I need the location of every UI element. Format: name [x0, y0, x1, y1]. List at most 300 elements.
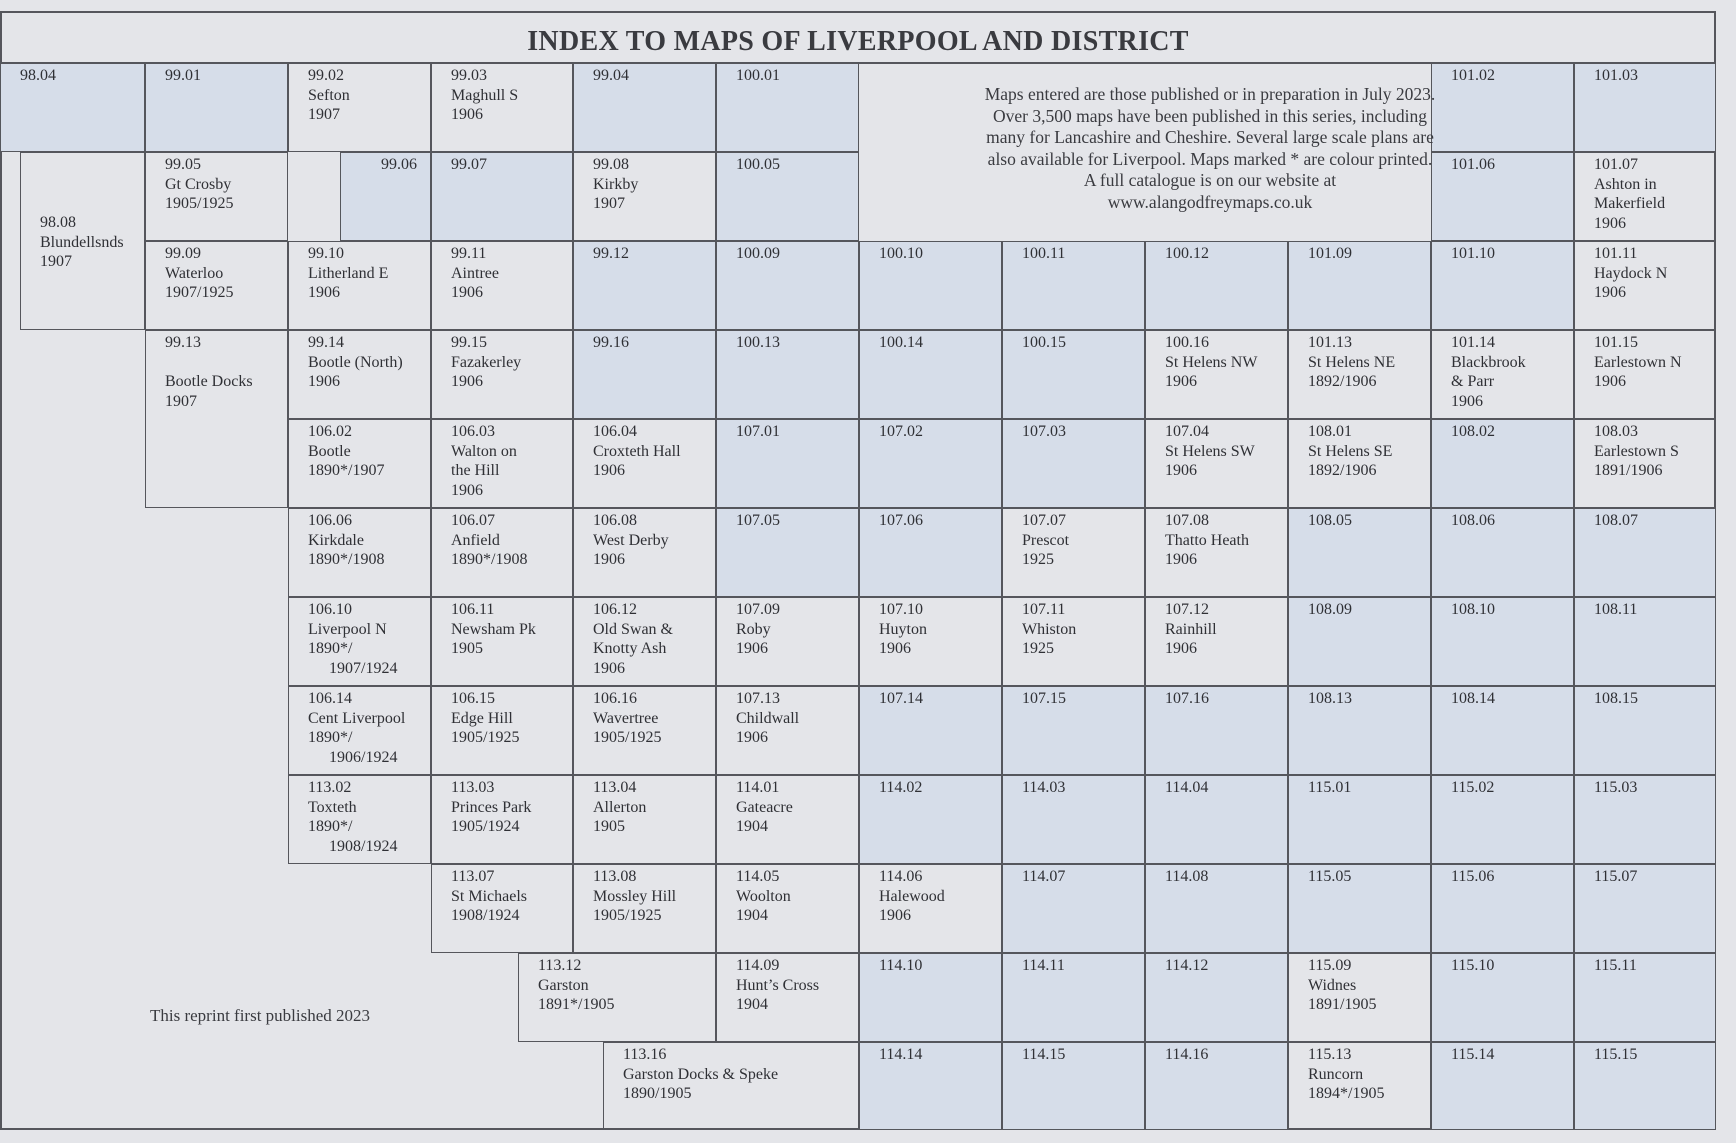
- sheet-number: 108.10: [1451, 601, 1495, 618]
- sheet-number: 106.04: [593, 423, 637, 440]
- map-sheet-99-05[interactable]: [145, 152, 288, 241]
- sheet-name: West Derby: [593, 531, 669, 549]
- map-sheet-113-16[interactable]: [603, 1042, 859, 1130]
- map-sheet-114-09[interactable]: [716, 953, 859, 1042]
- sheet-number: 107.10: [879, 601, 923, 618]
- map-sheet-115-07[interactable]: [1574, 864, 1716, 953]
- sheet-number: 99.05: [165, 156, 201, 173]
- map-sheet-114-04[interactable]: [1145, 775, 1288, 864]
- sheet-number: 114.09: [736, 957, 780, 974]
- sheet-detail: 1890*/: [308, 729, 353, 746]
- sheet-number: 100.12: [1165, 245, 1209, 262]
- sheet-name: Maghull S: [451, 86, 519, 104]
- sheet-number: 101.09: [1308, 245, 1352, 262]
- map-sheet-100-01[interactable]: [716, 63, 859, 152]
- sheet-name: Old Swan &: [593, 620, 673, 638]
- sheet-number: 107.08: [1165, 512, 1209, 529]
- sheet-name: Anfield: [451, 531, 500, 549]
- sheet-name: Whiston: [1022, 620, 1077, 638]
- map-sheet-107-03[interactable]: [1002, 419, 1145, 508]
- sheet-name: St Michaels: [451, 887, 527, 905]
- sheet-name: Edge Hill: [451, 709, 513, 727]
- sheet-detail: 1906: [308, 373, 340, 390]
- sheet-number: 114.15: [1022, 1046, 1066, 1063]
- sheet-number: 108.11: [1594, 601, 1638, 618]
- sheet-number: 106.14: [308, 690, 352, 707]
- sheet-name: Ashton in: [1594, 175, 1657, 193]
- sheet-detail: 1905/1925: [593, 907, 662, 924]
- sheet-number: 108.14: [1451, 690, 1495, 707]
- sheet-detail: 1906: [451, 284, 483, 301]
- sheet-number: 107.14: [879, 690, 923, 707]
- sheet-number: 108.01: [1308, 423, 1352, 440]
- sheet-name: Widnes: [1308, 976, 1357, 994]
- note-line: Over 3,500 maps have been published in this series, including: [992, 105, 1427, 126]
- map-sheet-106-14[interactable]: [288, 686, 431, 775]
- sheet-detail: Makerfield: [1594, 195, 1666, 212]
- sheet-name: Toxteth: [308, 798, 357, 816]
- map-sheet-108-03[interactable]: [1574, 419, 1716, 508]
- sheet-number: 107.01: [736, 423, 780, 440]
- map-sheet-115-13[interactable]: [1288, 1042, 1431, 1130]
- sheet-number: 114.03: [1022, 779, 1066, 796]
- map-sheet-108-11[interactable]: [1574, 597, 1716, 686]
- map-sheet-106-06[interactable]: [288, 508, 431, 597]
- sheet-number: 113.02: [308, 779, 352, 796]
- map-sheet-107-02[interactable]: [859, 419, 1002, 508]
- sheet-number: 115.10: [1451, 957, 1495, 974]
- map-sheet-107-01[interactable]: [716, 419, 859, 508]
- sheet-detail: 1905: [593, 818, 625, 835]
- sheet-detail: 1890*/: [308, 818, 353, 835]
- sheet-number: 108.05: [1308, 512, 1352, 529]
- map-sheet-108-15[interactable]: [1574, 686, 1716, 775]
- map-sheet-115-01[interactable]: [1288, 775, 1431, 864]
- map-sheet-107-06[interactable]: [859, 508, 1002, 597]
- map-sheet-101-11[interactable]: [1574, 241, 1716, 330]
- sheet-number: 107.04: [1165, 423, 1209, 440]
- map-sheet-115-09[interactable]: [1288, 953, 1431, 1042]
- map-sheet-114-02[interactable]: [859, 775, 1002, 864]
- sheet-number: 106.10: [308, 601, 352, 618]
- map-sheet-101-09[interactable]: [1288, 241, 1431, 330]
- sheet-name: Runcorn: [1308, 1065, 1364, 1083]
- map-sheet-99-13[interactable]: [145, 330, 288, 508]
- map-sheet-114-06[interactable]: [859, 864, 1002, 953]
- sheet-number: 114.12: [1165, 957, 1209, 974]
- sheet-name: Rainhill: [1165, 620, 1217, 638]
- sheet-number: 100.11: [1022, 245, 1066, 262]
- map-sheet-113-08[interactable]: [573, 864, 716, 953]
- sheet-name: Newsham Pk: [451, 620, 536, 638]
- map-sheet-114-03[interactable]: [1002, 775, 1145, 864]
- map-sheet-99-01[interactable]: [145, 63, 288, 152]
- sheet-name: Bootle: [308, 442, 351, 460]
- map-sheet-99-14[interactable]: [288, 330, 431, 419]
- sheet-detail: 1907: [593, 195, 625, 212]
- sheet-name: Kirkby: [593, 175, 639, 193]
- map-sheet-114-10[interactable]: [859, 953, 1002, 1042]
- sheet-number: 101.15: [1594, 334, 1638, 351]
- map-sheet-115-15[interactable]: [1574, 1042, 1716, 1130]
- sheet-detail: 1925: [1022, 551, 1054, 568]
- map-sheet-113-02[interactable]: [288, 775, 431, 864]
- sheet-name: Halewood: [879, 887, 945, 905]
- sheet-number: 98.08: [40, 214, 76, 231]
- sheet-number: 106.02: [308, 423, 352, 440]
- map-sheet-108-06[interactable]: [1431, 508, 1574, 597]
- map-sheet-100-05[interactable]: [716, 152, 859, 241]
- map-sheet-101-13[interactable]: [1288, 330, 1431, 419]
- map-sheet-107-13[interactable]: [716, 686, 859, 775]
- sheet-number: 115.15: [1594, 1046, 1638, 1063]
- sheet-number: 101.11: [1594, 245, 1638, 262]
- sheet-number: 114.07: [1022, 868, 1066, 885]
- map-sheet-115-03[interactable]: [1574, 775, 1716, 864]
- sheet-number: 108.15: [1594, 690, 1638, 707]
- sheet-number: 99.02: [308, 67, 344, 84]
- map-sheet-99-12[interactable]: [573, 241, 716, 330]
- sheet-number: 99.10: [308, 245, 344, 262]
- sheet-name: Waterloo: [165, 264, 224, 282]
- sheet-number: 115.01: [1308, 779, 1352, 796]
- map-sheet-107-04[interactable]: [1145, 419, 1288, 508]
- map-sheet-106-15[interactable]: [431, 686, 573, 775]
- sheet-number: 99.15: [451, 334, 487, 351]
- map-sheet-114-01[interactable]: [716, 775, 859, 864]
- map-sheet-107-12[interactable]: [1145, 597, 1288, 686]
- sheet-number: 106.11: [451, 601, 495, 618]
- sheet-number: 115.03: [1594, 779, 1638, 796]
- sheet-number: 113.08: [593, 868, 637, 885]
- map-sheet-99-04[interactable]: [573, 63, 716, 152]
- sheet-number: 108.02: [1451, 423, 1495, 440]
- sheet-number: 107.11: [1022, 601, 1066, 618]
- sheet-number: 115.14: [1451, 1046, 1495, 1063]
- sheet-detail: 1905/1924: [451, 818, 520, 835]
- sheet-detail: 1908/1924: [329, 837, 398, 855]
- sheet-number: 114.04: [1165, 779, 1209, 796]
- sheet-detail: [165, 353, 287, 373]
- map-sheet-107-15[interactable]: [1002, 686, 1145, 775]
- sheet-number: 114.02: [879, 779, 923, 796]
- sheet-detail: 1905/1925: [593, 729, 662, 746]
- sheet-number: 107.16: [1165, 690, 1209, 707]
- map-sheet-115-14[interactable]: [1431, 1042, 1574, 1130]
- sheet-detail: 1890*/: [308, 640, 353, 657]
- sheet-number: 107.02: [879, 423, 923, 440]
- map-sheet-100-13[interactable]: [716, 330, 859, 419]
- map-sheet-114-07[interactable]: [1002, 864, 1145, 953]
- sheet-number: 99.11: [451, 245, 487, 262]
- sheet-number: 101.02: [1451, 67, 1495, 84]
- map-sheet-106-12[interactable]: [573, 597, 716, 686]
- sheet-detail: 1892/1906: [1308, 462, 1377, 479]
- map-sheet-114-05[interactable]: [716, 864, 859, 953]
- sheet-name: Huyton: [879, 620, 927, 638]
- sheet-name: Mossley Hill: [593, 887, 677, 905]
- map-sheet-107-09[interactable]: [716, 597, 859, 686]
- sheet-name: Fazakerley: [451, 353, 522, 371]
- map-sheet-100-10[interactable]: [859, 241, 1002, 330]
- sheet-name: Sefton: [308, 86, 350, 104]
- sheet-number: 99.07: [451, 156, 487, 173]
- sheet-detail: 1906: [1165, 373, 1197, 390]
- sheet-detail: 1906: [451, 106, 483, 123]
- sheet-number: 100.15: [1022, 334, 1066, 351]
- sheet-name: Hunt’s Cross: [736, 976, 820, 994]
- map-sheet-107-08[interactable]: [1145, 508, 1288, 597]
- sheet-number: 99.14: [308, 334, 344, 351]
- map-sheet-101-07[interactable]: [1574, 152, 1716, 241]
- map-sheet-100-14[interactable]: [859, 330, 1002, 419]
- map-sheet-100-09[interactable]: [716, 241, 859, 330]
- map-sheet-108-13[interactable]: [1288, 686, 1431, 775]
- sheet-number: 107.07: [1022, 512, 1066, 529]
- sheet-number: 99.08: [593, 156, 629, 173]
- sheet-number: 99.13: [165, 334, 201, 351]
- map-sheet-99-03[interactable]: [431, 63, 573, 152]
- sheet-name: Blackbrook: [1451, 353, 1526, 371]
- map-sheet-98-08[interactable]: [20, 152, 145, 330]
- map-sheet-100-12[interactable]: [1145, 241, 1288, 330]
- sheet-number: 106.15: [451, 690, 495, 707]
- sheet-number: 114.08: [1165, 868, 1209, 885]
- map-sheet-113-07[interactable]: [431, 864, 573, 953]
- map-sheet-99-15[interactable]: [431, 330, 573, 419]
- sheet-detail: 1908/1924: [451, 907, 520, 924]
- sheet-number: 113.03: [451, 779, 495, 796]
- sheet-number: 106.07: [451, 512, 495, 529]
- sheet-detail: 1906: [1594, 284, 1626, 301]
- map-sheet-100-11[interactable]: [1002, 241, 1145, 330]
- sheet-number: 113.12: [538, 957, 582, 974]
- map-sheet-115-02[interactable]: [1431, 775, 1574, 864]
- sheet-number: 99.04: [593, 67, 629, 84]
- map-sheet-107-11[interactable]: [1002, 597, 1145, 686]
- sheet-number: 108.09: [1308, 601, 1352, 618]
- sheet-name: Bootle (North): [308, 353, 403, 371]
- map-sheet-99-09[interactable]: [145, 241, 288, 330]
- sheet-number: 101.10: [1451, 245, 1495, 262]
- sheet-detail: 1905: [451, 640, 483, 657]
- sheet-detail: 1906: [308, 284, 340, 301]
- map-sheet-113-12[interactable]: [518, 953, 716, 1042]
- sheet-detail: 1906: [1165, 551, 1197, 568]
- map-sheet-108-02[interactable]: [1431, 419, 1574, 508]
- sheet-detail: 1906: [1451, 392, 1483, 410]
- sheet-detail: 1906: [1165, 462, 1197, 479]
- sheet-number: 114.16: [1165, 1046, 1209, 1063]
- map-sheet-106-16[interactable]: [573, 686, 716, 775]
- map-sheet-99-07[interactable]: [431, 152, 573, 241]
- sheet-detail: 1906: [451, 373, 483, 390]
- map-sheet-114-14[interactable]: [859, 1042, 1002, 1130]
- map-sheet-106-04[interactable]: [573, 419, 716, 508]
- sheet-detail: 1925: [1022, 640, 1054, 657]
- map-sheet-108-01[interactable]: [1288, 419, 1431, 508]
- sheet-number: 107.12: [1165, 601, 1209, 618]
- sheet-detail: 1906: [736, 640, 768, 657]
- map-sheet-99-06[interactable]: [340, 152, 431, 241]
- sheet-name: Garston Docks & Speke: [623, 1065, 779, 1083]
- reprint-notice: This reprint first published 2023: [150, 1006, 371, 1025]
- map-sheet-115-06[interactable]: [1431, 864, 1574, 953]
- map-sheet-108-10[interactable]: [1431, 597, 1574, 686]
- sheet-number: 115.02: [1451, 779, 1495, 796]
- map-sheet-106-11[interactable]: [431, 597, 573, 686]
- sheet-detail: 1907: [40, 253, 72, 270]
- page-title: INDEX TO MAPS OF LIVERPOOL AND DISTRICT: [527, 26, 1189, 57]
- sheet-name: Croxteth Hall: [593, 442, 681, 460]
- sheet-name: Kirkdale: [308, 531, 364, 549]
- map-sheet-108-14[interactable]: [1431, 686, 1574, 775]
- sheet-detail: 1894*/1905: [1308, 1085, 1385, 1102]
- sheet-detail: 1907/1924: [329, 659, 398, 677]
- sheet-detail: 1906: [1165, 640, 1197, 657]
- map-sheet-114-08[interactable]: [1145, 864, 1288, 953]
- sheet-detail: 1906: [593, 659, 625, 677]
- sheet-detail: 1907: [165, 392, 197, 410]
- sheet-name: Wavertree: [593, 709, 659, 727]
- map-sheet-114-15[interactable]: [1002, 1042, 1145, 1130]
- sheet-name: Gateacre: [736, 798, 793, 816]
- sheet-number: 107.03: [1022, 423, 1066, 440]
- sheet-name: Allerton: [593, 798, 647, 816]
- sheet-detail: 1905/1925: [451, 729, 520, 746]
- sheet-detail: 1906: [879, 907, 911, 924]
- sheet-number: 106.08: [593, 512, 637, 529]
- sheet-number: 98.04: [20, 67, 56, 84]
- sheet-name: St Helens SE: [1308, 442, 1393, 460]
- sheet-number: 114.06: [879, 868, 923, 885]
- sheet-number: 99.09: [165, 245, 201, 262]
- sheet-number: 101.13: [1308, 334, 1352, 351]
- sheet-number: 115.13: [1308, 1046, 1352, 1063]
- website-link[interactable]: www.alangodfreymaps.co.uk: [1107, 191, 1313, 212]
- sheet-name: Princes Park: [451, 798, 532, 816]
- map-sheet-115-05[interactable]: [1288, 864, 1431, 953]
- map-sheet-98-04[interactable]: [0, 63, 145, 152]
- sheet-name: Cent Liverpool: [308, 709, 406, 727]
- sheet-number: 99.12: [593, 245, 629, 262]
- map-sheet-106-08[interactable]: [573, 508, 716, 597]
- sheet-number: 115.11: [1594, 957, 1637, 974]
- map-sheet-99-10[interactable]: [288, 241, 431, 330]
- sheet-number: 107.09: [736, 601, 780, 618]
- sheet-detail: 1904: [736, 907, 768, 924]
- map-sheet-107-05[interactable]: [716, 508, 859, 597]
- sheet-number: 108.13: [1308, 690, 1352, 707]
- map-sheet-108-09[interactable]: [1288, 597, 1431, 686]
- map-sheet-101-15[interactable]: [1574, 330, 1716, 419]
- map-sheet-106-07[interactable]: [431, 508, 573, 597]
- sheet-number: 108.03: [1594, 423, 1638, 440]
- map-sheet-114-11[interactable]: [1002, 953, 1145, 1042]
- map-sheet-99-08[interactable]: [573, 152, 716, 241]
- sheet-detail: Bootle Docks: [165, 373, 253, 390]
- map-sheet-99-16[interactable]: [573, 330, 716, 419]
- sheet-name: St Helens SW: [1165, 442, 1255, 460]
- sheet-number: 100.01: [736, 67, 780, 84]
- map-sheet-113-04[interactable]: [573, 775, 716, 864]
- sheet-name: Earlestown N: [1594, 353, 1682, 371]
- map-sheet-107-16[interactable]: [1145, 686, 1288, 775]
- note-line: also available for Liverpool. Maps marked * are colour printed.: [987, 148, 1433, 169]
- map-sheet-107-14[interactable]: [859, 686, 1002, 775]
- sheet-number: 108.06: [1451, 512, 1495, 529]
- map-sheet-100-16[interactable]: [1145, 330, 1288, 419]
- sheet-detail: 1890*/1907: [308, 462, 385, 479]
- map-sheet-106-10[interactable]: [288, 597, 431, 686]
- sheet-detail: 1906: [879, 640, 911, 657]
- sheet-number: 115.06: [1451, 868, 1495, 885]
- map-sheet-106-02[interactable]: [288, 419, 431, 508]
- map-sheet-115-10[interactable]: [1431, 953, 1574, 1042]
- map-sheet-115-11[interactable]: [1574, 953, 1716, 1042]
- sheet-name: Litherland E: [308, 264, 389, 282]
- map-sheet-101-14[interactable]: [1431, 330, 1574, 419]
- sheet-detail: 1907/1925: [165, 284, 234, 301]
- sheet-name: Haydock N: [1594, 264, 1668, 282]
- map-sheet-114-16[interactable]: [1145, 1042, 1288, 1130]
- map-sheet-113-03[interactable]: [431, 775, 573, 864]
- sheet-detail: 1906: [593, 462, 625, 479]
- sheet-number: 101.14: [1451, 334, 1495, 351]
- sheet-detail: 1906: [736, 729, 768, 746]
- map-sheet-99-02[interactable]: [288, 63, 431, 152]
- sheet-number: 114.05: [736, 868, 780, 885]
- sheet-number: 107.05: [736, 512, 780, 529]
- catalogue-note: [860, 84, 1560, 213]
- map-sheet-107-07[interactable]: [1002, 508, 1145, 597]
- sheet-number: 114.11: [1022, 957, 1065, 974]
- sheet-name: Prescot: [1022, 531, 1070, 549]
- note-line: many for Lancashire and Cheshire. Several large scale plans are: [986, 127, 1434, 147]
- map-sheet-108-07[interactable]: [1574, 508, 1716, 597]
- map-sheet-107-10[interactable]: [859, 597, 1002, 686]
- note-line: Maps entered are those published or in preparation in July 2023.: [984, 84, 1436, 104]
- sheet-name: St Helens NW: [1165, 353, 1258, 371]
- sheet-name: Liverpool N: [308, 620, 387, 638]
- sheet-detail: Knotty Ash: [593, 640, 667, 657]
- sheet-number: 115.09: [1308, 957, 1352, 974]
- sheet-number: 107.06: [879, 512, 923, 529]
- map-sheet-100-15[interactable]: [1002, 330, 1145, 419]
- sheet-detail: 1905/1925: [165, 195, 234, 212]
- sheet-detail: 1904: [736, 996, 768, 1013]
- sheet-number: 106.03: [451, 423, 495, 440]
- sheet-detail: 1906: [1594, 373, 1626, 390]
- map-sheet-99-11[interactable]: [431, 241, 573, 330]
- sheet-name: Blundellsnds: [40, 233, 124, 251]
- map-sheet-101-10[interactable]: [1431, 241, 1574, 330]
- sheet-number: 100.13: [736, 334, 780, 351]
- map-sheet-101-03[interactable]: [1574, 63, 1716, 152]
- sheet-name: Thatto Heath: [1165, 531, 1249, 549]
- sheet-detail: 1890/1905: [623, 1085, 692, 1102]
- sheet-number: 100.09: [736, 245, 780, 262]
- map-sheet-108-05[interactable]: [1288, 508, 1431, 597]
- sheet-detail: 1906: [1594, 214, 1626, 232]
- sheet-number: 100.14: [879, 334, 923, 351]
- sheet-number: 101.06: [1451, 156, 1495, 173]
- sheet-name: Walton on: [451, 442, 517, 460]
- map-sheet-114-12[interactable]: [1145, 953, 1288, 1042]
- sheet-detail: 1891/1905: [1308, 996, 1377, 1013]
- map-sheet-106-03[interactable]: [431, 419, 573, 508]
- sheet-detail: 1906: [451, 481, 483, 499]
